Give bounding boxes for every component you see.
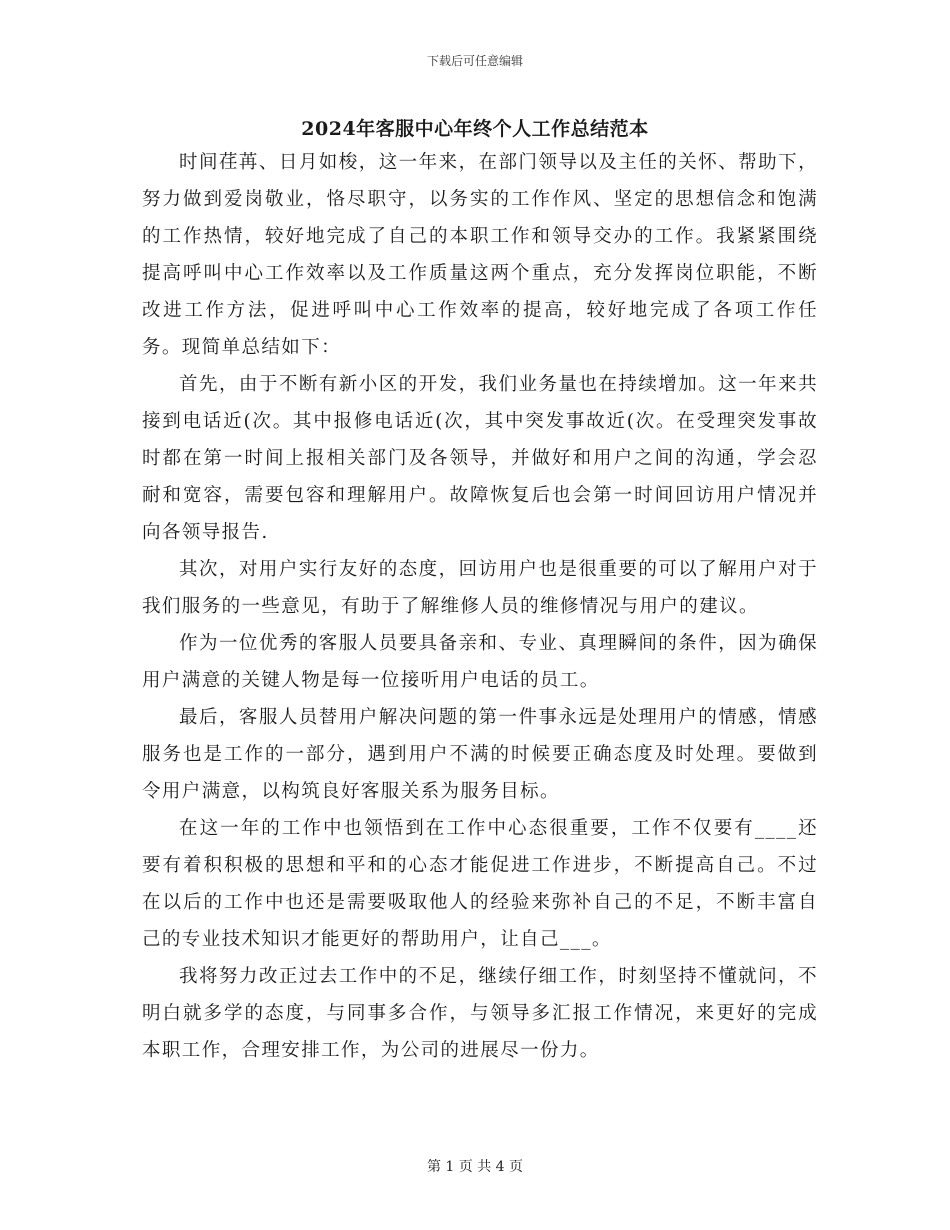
paragraph: 在这一年的工作中也领悟到在工作中心态很重要，工作不仅要有____还要有着积积极的思想和平和的心态才能促进工作进步，不断提高自己。不过在以后的工作中也还是需要吸取他人的经验来弥补自己的不足，不断丰富自己的专业技术知识才能更好的帮助用户，让自己___。 — [142, 818, 818, 950]
paragraph: 其次，对用户实行友好的态度，回访用户也是很重要的可以了解用户对于我们服务的一些意见，有助于了解维修人员的维修情况与用户的建议。 — [142, 559, 818, 617]
paragraph: 最后，客服人员替用户解决问题的第一件事永远是处理用户的情感，情感服务也是工作的一部分，遇到用户不满的时候要正确态度及时处理。要做到令用户满意，以构筑良好客服关系为服务目标。 — [142, 707, 818, 802]
paragraph: 作为一位优秀的客服人员要具备亲和、专业、真理瞬间的条件，因为确保用户满意的关键人物是每一位接听用户电话的员工。 — [142, 633, 818, 691]
paragraph: 我将努力改正过去工作中的不足，继续仔细工作，时刻坚持不懂就问，不明白就多学的态度，与同事多合作，与领导多汇报工作情况，来更好的完成本职工作，合理安排工作，为公司的进展尽一份力。 — [142, 966, 818, 1061]
page-header-note: 下载后可任意编辑 — [426, 54, 523, 68]
paragraph: 首先，由于不断有新小区的开发，我们业务量也在持续增加。这一年来共接到电话近(次。其中报修电话近(次，其中突发事故近(次。在受理突发事故时都在第一时间上报相关部门及各领导，并做好和用户之间的沟通，学会忍耐和宽容，需要包容和理解用户。故障恢复后也会第一时间回访用户情况并向各领导报告. — [142, 374, 818, 543]
document-body — [142, 144, 818, 1069]
page-number-footer: 第 1 页 共 4 页 — [426, 1159, 524, 1175]
paragraph: 时间荏苒、日月如梭，这一年来，在部门领导以及主任的关怀、帮助下，努力做到爱岗敬业，恪尽职守，以务实的工作作风、坚定的思想信念和饱满的工作热情，较好地完成了自己的本职工作和领导交办的工作。我紧紧围绕提高呼叫中心工作效率以及工作质量这两个重点，充分发挥岗位职能，不断改进工作方法，促进呼叫中心工作效率的提高，较好地完成了各项工作任务。现简单总结如下： — [142, 152, 818, 358]
document-title: 2024年客服中心年终个人工作总结范本 — [301, 118, 649, 140]
